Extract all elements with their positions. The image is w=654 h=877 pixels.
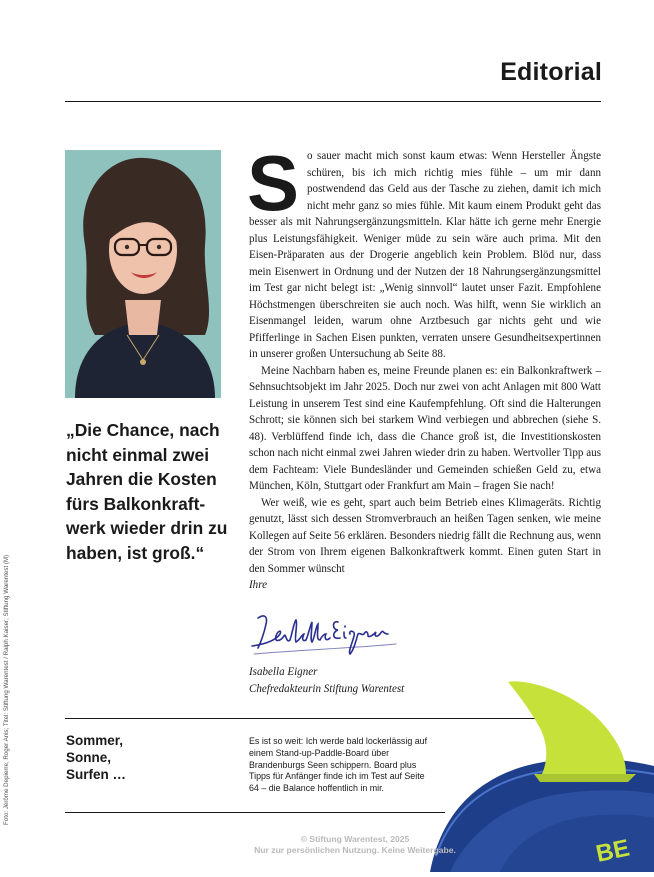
closing-word: Ihre <box>249 579 267 591</box>
box-title <box>66 733 126 783</box>
author-role: Chefredakteurin Stiftung Warentest <box>249 682 405 695</box>
signature-scribble <box>246 604 406 664</box>
drop-cap: S <box>247 139 300 227</box>
author-block <box>249 664 404 697</box>
author-photo <box>65 150 221 398</box>
header-rule <box>65 101 601 102</box>
board-lettering: BE <box>593 834 632 868</box>
portrait-illustration <box>65 150 221 398</box>
article-paragraph: Meine Nachbarn haben es, meine Freunde planen es: ein Balkonkraftwerk – Sehnsuchtsobjekt im Jahr 2025. Doch nur zwei von acht Anlagen mit 800 Watt Leistung in unserem Test sind eine Kaufempfehlung. Oft sind die Halterungen Schrott; sie können sich bei starkem Wind verbiegen und abbrechen (siehe S. 48). Verblüffend finde ich, dass die Chance groß ist, die Investitionskosten schon nach nicht einmal zwei Jahren wieder drin zu haben. Wertvoller Tipp aus dem Fachteam: Viele Bundesländer und Gemeinden schießen Geld zu, etwa München, Köln, Stuttgart oder Frankfurt am Main – fragen Sie nach! <box>249 364 601 492</box>
box-title-line: Sonne, <box>66 749 112 765</box>
box-bottom-rule <box>65 812 445 813</box>
article-body <box>247 139 601 594</box>
article-paragraph <box>247 139 601 363</box>
article-paragraph: Wer weiß, wie es geht, spart auch beim Betrieb eines Klimageräts. Richtig genutzt, lässt sich dessen Stromverbrauch an heißen Tagen senken, wie meine Kollegen auf Seite 56 erklären. Besonders niedrig fällt die Rechnung aus, wenn der Strom von Ihrem eigenen Balkonkraftwerk kommt. Einen guten Start in den Sommer wünscht <box>249 496 601 575</box>
photo-credit: Foto: Jérôme Depierre; Roger Anis; Titel: Stiftung Warentest / Ralph Kaiser; Stiftung Warentest (M) <box>3 554 10 825</box>
paragraph-text: o sauer macht mich sonst kaum etwas: Wenn Hersteller Ängste schüren, bis ich mich richtig mies fühle – um mir dann postwendend das Geld aus der Tasche zu ziehen, damit ich mich nicht mehr ganz so mies fühle. Mit kaum einem Produkt geht das besser als mit Nahrungsergänzungsmitteln. Klar hätte ich gerne mehr Energie plus Leistungsfähigkeit. Weniger müde zu sein wäre auch prima. Mit den Eisen-Präparaten aus der Drogerie angeblich kein Problem. Blöd nur, dass mein Eisenwert in Ordnung und der Nutzen der 18 Nahrungsergänzungsmittel im Test gar nicht belegt ist: „Wenig sinnvoll“ lautet unser Fazit. Empfohlene Höchstmengen überschreiten sie auch noch. Was hilft, wenn Sie wirklich an Eisenmangel leiden, warum ohne Arztbesuch gar nichts geht und wie Pfifferlinge in Sachen Eisen punkten, verraten unsere Gesundheitsexpertinnen in unserer großen Untersuchung ab Seite 88. <box>249 150 601 360</box>
box-title-line: Sommer, <box>66 733 124 748</box>
page-title: Editorial <box>500 58 602 86</box>
box-text: Es ist so weit: Ich werde bald lockerlässig auf einem Stand-up-Paddle-Board über Brandenburgs Seen schippern. Board plus Tipps für Anfänger finde ich im Test auf Seite 64 – die Balance hoffentlich in mir. <box>249 736 428 794</box>
box-title-line: Surfen … <box>66 766 127 782</box>
pull-quote: „Die Chance, nach nicht einmal zwei Jahren die Kosten fürs Balkonkraftwerk wieder drin zu haben, ist groß.“ <box>66 420 228 563</box>
signature <box>246 604 406 664</box>
copyright-notice <box>230 834 480 856</box>
author-name: Isabella Eigner <box>249 666 318 678</box>
copyright-line: © Stiftung Warentest, 2025 <box>300 834 410 844</box>
copyright-line: Nur zur persönlichen Nutzung. Keine Weitergabe. <box>254 845 456 855</box>
